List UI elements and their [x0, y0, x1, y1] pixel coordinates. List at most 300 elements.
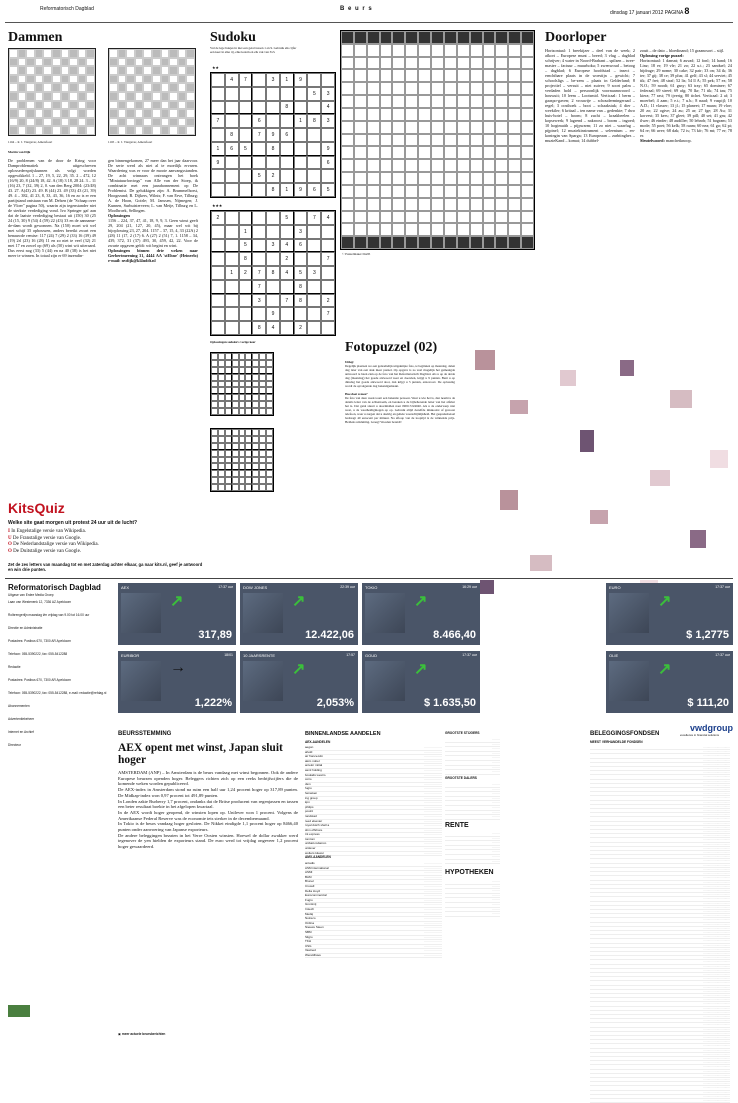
sudoku-cell — [239, 367, 246, 374]
board-square — [78, 126, 87, 135]
row-values: ······························ — [703, 825, 730, 829]
board-square — [143, 75, 152, 84]
board-square — [52, 109, 61, 118]
row-values: ······························ — [703, 947, 730, 951]
sudoku-cell — [211, 101, 225, 115]
row-values: ······························ — [703, 989, 730, 993]
doorloper-cell — [431, 82, 444, 95]
doorloper-cell — [444, 31, 457, 44]
paper-name: Reformatorisch Dagblad — [40, 6, 94, 12]
dalers-title: GROOTSTE DALERS — [445, 776, 477, 780]
ticker-value: 12.422,06 — [305, 629, 354, 641]
row-label: dsm — [305, 781, 311, 786]
sudoku-cell — [252, 457, 259, 464]
sudoku-cell — [239, 381, 246, 388]
row-values: ········ — [492, 831, 500, 835]
board-square — [126, 66, 135, 75]
doorloper-cell — [405, 223, 418, 236]
ticker-value: $ 1.635,50 — [424, 697, 476, 709]
sudoku-cell — [252, 470, 259, 477]
sudoku-cell — [294, 87, 308, 101]
sudoku-cell — [266, 87, 280, 101]
row-values: ········ — [492, 911, 500, 916]
doorloper-cell — [354, 44, 367, 57]
sudoku-cell — [211, 321, 225, 335]
doorloper-cell — [341, 236, 354, 249]
doorloper-cell — [444, 44, 457, 57]
row-values: ·················· — [424, 745, 442, 749]
doorloper-cell — [367, 159, 380, 172]
doorloper-cell — [495, 159, 508, 172]
sudoku-cell — [218, 387, 225, 394]
kitsquiz-option-b: U De Franstalige versie van Google. — [8, 535, 82, 541]
row-values: ······························ — [703, 830, 730, 834]
row-values: ······························ — [703, 1069, 730, 1073]
sudoku-cell — [225, 408, 232, 415]
board-square — [161, 92, 170, 101]
board-square — [35, 109, 44, 118]
aandelen-title: BINNENLANDSE AANDELEN — [305, 731, 381, 737]
sudoku-cell — [307, 252, 321, 266]
board-square — [69, 58, 78, 67]
sudoku-cell — [266, 101, 280, 115]
sudoku-cell: 6 — [294, 239, 308, 253]
board-square — [52, 75, 61, 84]
board-square — [18, 126, 27, 135]
doorloper-cell — [521, 159, 534, 172]
doorloper-cell — [405, 57, 418, 70]
doorloper-cell — [457, 134, 470, 147]
sudoku-cell — [280, 280, 294, 294]
sudoku-cell — [259, 353, 266, 360]
trend-arrow-icon: → — [170, 659, 186, 676]
board-square — [86, 66, 95, 75]
doorloper-cell — [470, 146, 483, 159]
board-square — [69, 83, 78, 92]
sudoku-cell — [307, 128, 321, 142]
row-values: ········ — [492, 892, 500, 897]
doorloper-cell — [495, 134, 508, 147]
doorloper-cell — [354, 185, 367, 198]
board-square — [18, 58, 27, 67]
row-label: Fugro — [305, 897, 313, 902]
board-square — [86, 75, 95, 84]
sudoku-cell — [252, 307, 266, 321]
sudoku-cell — [239, 114, 253, 128]
sudoku-cell — [239, 169, 253, 183]
row-values: ······························ — [703, 918, 730, 922]
ticker-value: $ 111,20 — [687, 697, 729, 709]
news-kicker: BEURSSTEMMING — [118, 731, 172, 737]
board-square — [143, 83, 152, 92]
row-label: sbm offshore — [305, 827, 323, 832]
doorloper-cell — [483, 69, 496, 82]
row-label: boskalis westm. — [305, 772, 327, 777]
doorloper-cell — [457, 223, 470, 236]
doorloper-cell — [495, 31, 508, 44]
kitsquiz-option-d: O De Duitstalige versie van Google. — [8, 548, 82, 554]
dam-text-2: gen binnengekomen, 27 meer dan het jaar daarvoor. De serie werd als niet al te moeilijk ervaren. Waardering was er voor de mooie aanvangsstanden. De acht winnaars ontvangen het boek "Miniatuurforcings" van Alle van der Stoep, ik combinatie met een jaarabonnement op De Problemist. De gelukkigen zijn: A. Brummelhorst, Hoogezand; B. Dijkers, Wilnis; F. van Erve, Tilburg; A. de Hoon, Goirle; M. Janssen, Nijmegen; J. Kunnen, Surhuisterveen; L. van Meije, Tilburg en L. Moolbroek, Sellingen. Oplossingen 1156 – 224, 37, 47, 41, 18, 9, 9, 3. Geen winst geeft 29, 204 (21, 127, 20, 45), maar wel wit bij bijoplossing 23, 27, 204. 1157 – 37, 15, 4, 33 (22A) 2 (28) 11 (17, 2 (17) 6. A (27) 2 (51) 7, 1. 1158 – 34, 439, 372, 31 (37) 493, 30, 459, 42, 22. Voor de zwarte opgaven geldt: wit begint en wint. Oplossingen binnen drie weken naar Gerbertmeening 31, 4444 AA 'stEhne' (Heinerlo) e-mail: nvdijk@kl4uddt.nl — [108, 158, 198, 263]
row-values: ········ — [492, 800, 500, 805]
vwd-sub: excellence in financial solutions — [680, 733, 720, 737]
doorloper-cell — [508, 185, 521, 198]
board-square — [143, 49, 152, 58]
doorloper-cell — [392, 44, 405, 57]
doorloper-cell — [354, 95, 367, 108]
board-square — [69, 118, 78, 127]
doorloper-cell — [405, 134, 418, 147]
fotopuzzel-image — [470, 340, 732, 605]
sudoku-cell: 8 — [280, 101, 294, 115]
sudoku-cell — [225, 156, 239, 170]
sudoku-cell: 4 — [280, 266, 294, 280]
sudoku-cell: 7 — [321, 307, 335, 321]
board-square — [52, 118, 61, 127]
doorloper-cell — [470, 185, 483, 198]
board-square — [152, 75, 161, 84]
sudoku-cell: 5 — [252, 169, 266, 183]
board-square — [135, 49, 144, 58]
kitsquiz-footer: Zet de zes letters van maandag tot en met zaterdag achter elkaar, ga naar kits.nl, geef je antwoord en win drie punten. — [8, 562, 203, 572]
row-label: arcelor mittal — [305, 763, 323, 768]
board-square — [118, 92, 127, 101]
sudoku-cell — [211, 443, 218, 450]
doorloper-cell — [508, 236, 521, 249]
doorloper-cell — [405, 121, 418, 134]
board-square — [178, 126, 187, 135]
doorloper-cell — [508, 108, 521, 121]
sudoku-cell — [232, 463, 239, 470]
board-square — [86, 126, 95, 135]
doorloper-cell — [521, 146, 534, 159]
row-values: ·················· — [424, 777, 442, 782]
sudoku-cell — [232, 367, 239, 374]
row-values: ······························ — [703, 998, 730, 1002]
board-square — [152, 83, 161, 92]
doorloper-cell — [380, 69, 393, 82]
row-values: ·················· — [424, 916, 442, 921]
sudoku-cell: 4 — [280, 239, 294, 253]
sudoku-cell: 1 — [280, 183, 294, 197]
row-values: ······························ — [703, 1073, 730, 1077]
sudoku-cell — [225, 394, 232, 401]
doorloper-grid — [340, 30, 535, 250]
board-square — [135, 118, 144, 127]
board-square — [78, 92, 87, 101]
row-values: ·················· — [424, 846, 442, 851]
sudoku-cell: 6 — [225, 142, 239, 156]
board-square — [109, 58, 118, 67]
board-square — [69, 92, 78, 101]
ticker-name: 10 JAARSRENTE — [243, 653, 276, 658]
row-values: ······························ — [703, 939, 730, 943]
doorloper-cell — [483, 57, 496, 70]
row-label: TKH — [305, 939, 311, 944]
row-values: ·················· — [424, 893, 442, 898]
row-label: arcadis — [305, 861, 315, 865]
sudoku-cell — [266, 280, 280, 294]
table-row — [590, 1099, 730, 1103]
sudoku-cell — [266, 360, 273, 367]
table-row — [305, 954, 442, 959]
doorloper-cell — [431, 69, 444, 82]
doorloper-cell — [431, 223, 444, 236]
row-values: ······························ — [703, 876, 730, 880]
trend-arrow-icon: ↗ — [292, 661, 306, 678]
sudoku-cell — [259, 387, 266, 394]
ticker-name: DOW JONES — [243, 585, 268, 590]
doorloper-cell — [470, 69, 483, 82]
sudoku-cell — [245, 457, 252, 464]
row-values: ········ — [492, 804, 500, 809]
sudoku-cell — [218, 360, 225, 367]
board-square — [18, 101, 27, 110]
sudoku-cell — [239, 156, 253, 170]
sudoku-cell — [218, 401, 225, 408]
trend-arrow-icon: ↗ — [414, 661, 428, 678]
board-square — [152, 66, 161, 75]
doorloper-cell — [431, 172, 444, 185]
ticker-time: 17:37 uur — [715, 585, 730, 589]
sudoku-cell — [252, 101, 266, 115]
sudoku-cell — [239, 450, 246, 457]
board-square — [9, 118, 18, 127]
doorloper-cell — [444, 198, 457, 211]
board-square — [69, 49, 78, 58]
board-square — [169, 126, 178, 135]
board-square — [109, 118, 118, 127]
ticker-time: 17:57 — [346, 653, 355, 657]
row-values: ········ — [492, 897, 500, 902]
ticker-time: 17:37 uur — [462, 653, 477, 657]
sudoku-cell: 4 — [225, 73, 239, 87]
doorloper-cell — [392, 223, 405, 236]
doorloper-cell — [392, 108, 405, 121]
doorloper-cell — [470, 198, 483, 211]
row-values: ······························ — [703, 951, 730, 955]
sudoku-cell — [225, 252, 239, 266]
fondsen-title: BELEGGINGSFONDSEN — [590, 731, 660, 737]
row-values: ······························ — [703, 1090, 730, 1094]
sudoku-cell: 1 — [225, 266, 239, 280]
board-square — [109, 126, 118, 135]
doorloper-cell — [444, 134, 457, 147]
doorloper-cell — [470, 31, 483, 44]
stijgers-title: GROOTSTE STIJGERS — [445, 731, 480, 735]
sudoku-cell — [321, 266, 335, 280]
board-square — [169, 66, 178, 75]
board-square — [126, 49, 135, 58]
row-values: ······························ — [703, 758, 730, 762]
doorloper-cell — [431, 198, 444, 211]
ticker-time: 22:39 uur — [340, 585, 355, 589]
sudoku-cell — [211, 169, 225, 183]
sudoku-cell — [321, 239, 335, 253]
doorloper-cell — [521, 236, 534, 249]
doorloper-cell — [341, 44, 354, 57]
sudoku-cell — [225, 353, 232, 360]
board-square — [186, 49, 195, 58]
sudoku-cell — [252, 450, 259, 457]
sudoku-cell — [225, 101, 239, 115]
board-square — [18, 83, 27, 92]
sudoku-cell — [225, 211, 239, 225]
board-square — [135, 109, 144, 118]
sudoku-cell — [225, 87, 239, 101]
doorloper-cell — [367, 146, 380, 159]
sudoku-cell — [252, 360, 259, 367]
doorloper-cell — [508, 159, 521, 172]
sudoku-cell — [218, 436, 225, 443]
board-square — [86, 118, 95, 127]
sudoku-cell — [211, 477, 218, 484]
news-footer: ▣ meer actuele beursberichten — [118, 1032, 166, 1036]
sudoku-cell — [266, 477, 273, 484]
ticker-euribor — [118, 651, 236, 713]
doorloper-cell — [418, 95, 431, 108]
sudoku-cell — [259, 408, 266, 415]
board-square — [43, 92, 52, 101]
row-values: ······························ — [703, 1082, 730, 1086]
doorloper-cell — [508, 57, 521, 70]
doorloper-cell — [354, 57, 367, 70]
row-label: Ordina — [305, 920, 315, 925]
sudoku-cell: 8 — [239, 252, 253, 266]
board-square — [61, 126, 70, 135]
sudoku-cell: 3 — [321, 114, 335, 128]
doorloper-cell — [367, 211, 380, 224]
row-values: ······························ — [703, 804, 730, 808]
sudoku-cell: 7 — [307, 211, 321, 225]
board-square — [126, 101, 135, 110]
board-square — [135, 58, 144, 67]
board-square — [135, 83, 144, 92]
row-values: ······························ — [703, 930, 730, 934]
board-square — [109, 92, 118, 101]
row-values: ······························ — [703, 1019, 730, 1023]
sudoku-cell — [266, 429, 273, 436]
board-square — [61, 101, 70, 110]
board-square — [35, 92, 44, 101]
sudoku-cell — [225, 169, 239, 183]
doorloper-cell — [392, 198, 405, 211]
doorloper-cell — [367, 223, 380, 236]
sudoku-cell: 9 — [294, 73, 308, 87]
sudoku-cell — [280, 169, 294, 183]
row-values: ······························ — [703, 1027, 730, 1031]
dam-caption-2: 1165 – Ir. J. Viergever, Amersfoort — [108, 140, 153, 144]
doorloper-cell — [508, 82, 521, 95]
row-label: wolters kluwer — [305, 850, 325, 855]
row-values: ·················· — [424, 943, 442, 948]
fotopuzzel-title: Fotopuzzel (02) — [345, 340, 438, 355]
row-values: ········ — [492, 791, 500, 796]
row-values: ······························ — [703, 1002, 730, 1006]
row-label: Wereldhave — [305, 952, 321, 957]
doorloper-cell — [444, 185, 457, 198]
board-square — [143, 66, 152, 75]
sudoku-cell — [211, 463, 218, 470]
sudoku-cell — [259, 360, 266, 367]
doorloper-cell — [405, 159, 418, 172]
aex-aandelen-label: AEX-AANDELEN — [305, 740, 331, 744]
board-square — [69, 101, 78, 110]
doorloper-cell — [367, 82, 380, 95]
board-square — [109, 75, 118, 84]
row-values: ······························ — [703, 964, 730, 968]
doorloper-cell — [444, 121, 457, 134]
sudoku-cell — [225, 114, 239, 128]
board-square — [18, 66, 27, 75]
sudoku-cell — [239, 128, 253, 142]
board-square — [161, 126, 170, 135]
sudoku-cell: 3 — [294, 225, 308, 239]
doorloper-cell — [380, 82, 393, 95]
row-values: ······························ — [703, 1086, 730, 1090]
sudoku-cell — [307, 225, 321, 239]
board-square — [109, 66, 118, 75]
doorloper-cell — [380, 108, 393, 121]
doorloper-cell — [457, 236, 470, 249]
doorloper-cell — [367, 108, 380, 121]
row-label: ASMI — [305, 870, 313, 875]
board-square — [152, 92, 161, 101]
row-values: ······························ — [703, 897, 730, 901]
sudoku-cell — [225, 367, 232, 374]
board-square — [26, 109, 35, 118]
sudoku-cell — [225, 443, 232, 450]
row-values: ······························ — [703, 792, 730, 796]
row-values: ······························ — [703, 1078, 730, 1082]
row-values: ········ — [492, 906, 500, 911]
sudoku-cell — [225, 360, 232, 367]
row-values: ······························ — [703, 1010, 730, 1014]
section-name: B e u r s — [340, 6, 373, 12]
doorloper-cell — [418, 82, 431, 95]
sudoku-cell — [252, 252, 266, 266]
doorloper-cell — [380, 134, 393, 147]
photo-fragment — [510, 400, 528, 414]
row-values: ······························ — [703, 872, 730, 876]
doorloper-cell — [483, 31, 496, 44]
doorloper-cell — [495, 57, 508, 70]
sudoku-cell — [245, 429, 252, 436]
row-label: reed elsevier — [305, 818, 323, 823]
sudoku-cell: 5 — [239, 142, 253, 156]
sudoku-cell: 9 — [266, 128, 280, 142]
sudoku-cell: 8 — [294, 294, 308, 308]
doorloper-cell — [457, 146, 470, 159]
row-values: ······························ — [703, 943, 730, 947]
board-square — [61, 75, 70, 84]
doorloper-cell — [431, 121, 444, 134]
row-values: ········ — [492, 853, 500, 858]
doorloper-cell — [431, 31, 444, 44]
row-values: ·················· — [424, 934, 442, 939]
doorloper-cell — [405, 211, 418, 224]
doorloper-cell — [508, 95, 521, 108]
row-values: ······························ — [703, 1015, 730, 1018]
board-square — [169, 83, 178, 92]
doorloper-cell — [444, 57, 457, 70]
board-square — [143, 101, 152, 110]
row-values: ······························ — [703, 838, 730, 842]
doorloper-cell — [341, 82, 354, 95]
board-square — [169, 49, 178, 58]
colophon-body — [8, 600, 108, 756]
board-square — [26, 58, 35, 67]
board-square — [161, 109, 170, 118]
